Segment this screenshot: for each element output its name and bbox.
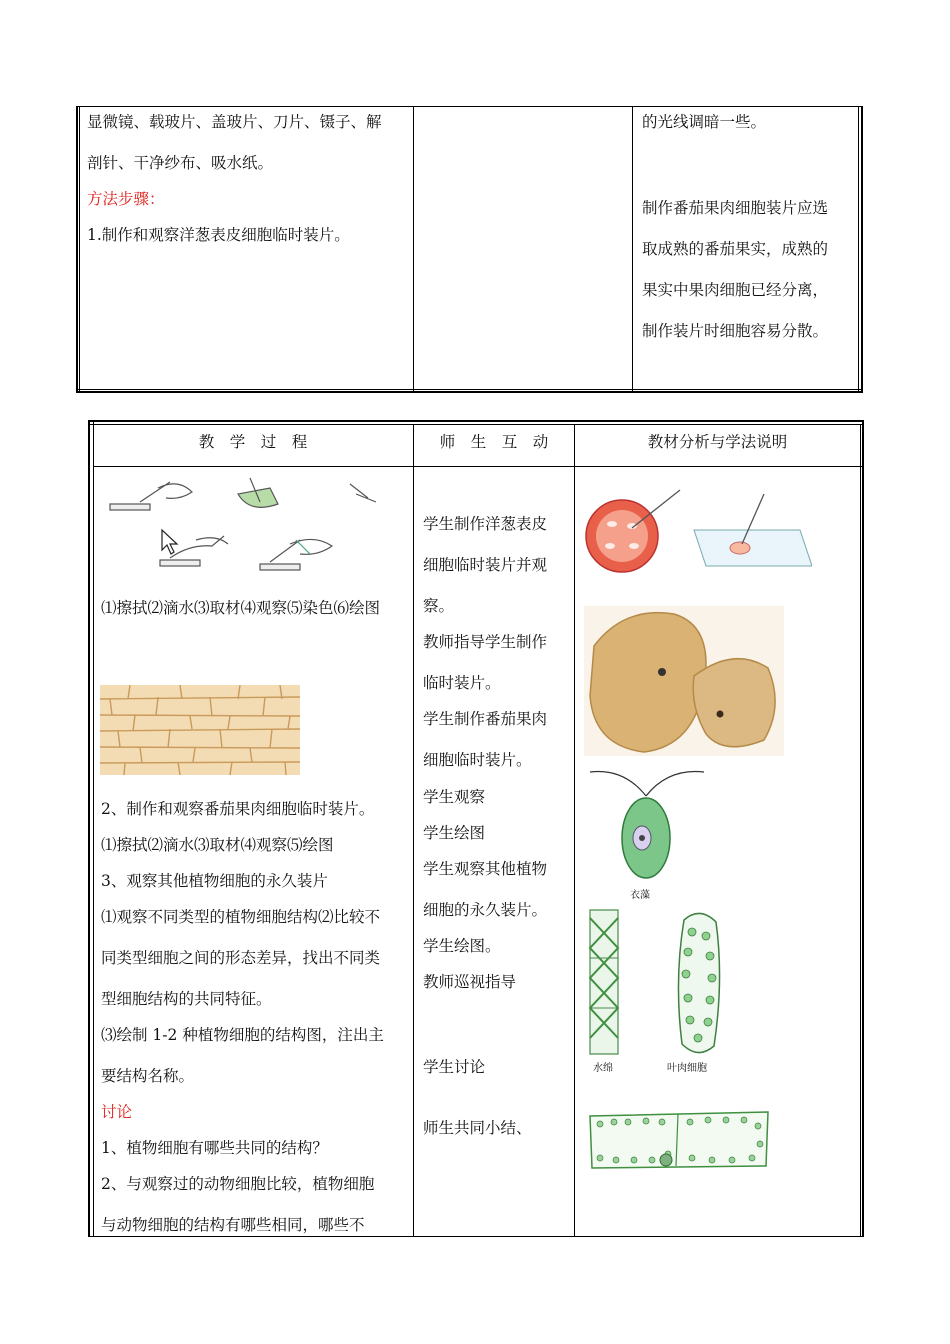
header-analysis: 教材分析与学法说明 [647,433,788,451]
interaction-line-14: 学生讨论 [423,1058,486,1076]
table1-col-divider-1 [413,106,414,391]
interaction-line-4: 教师指导学生制作 [423,633,548,651]
observation-line-3: 型细胞结构的共同特征。 [101,990,272,1008]
interaction-line-1: 学生制作洋葱表皮 [423,515,548,533]
table2-col-divider-1 [413,424,414,1237]
observation-line-1: ⑴观察不同类型的植物细胞结构⑵比较不 [101,908,381,926]
chlamydomonas-illustration [584,758,708,888]
plant-cell-structure-illustration [586,1104,772,1174]
table1-bottom-double-border [76,389,863,390]
tomato-slide-illustration [582,484,812,584]
table1-right-inner-border [858,106,859,391]
header-teaching-process: 教 学 过 程 [198,433,308,451]
interaction-line-6: 学生制作番茄果肉 [423,710,548,728]
interaction-line-13: 教师巡视指导 [423,973,517,991]
materials-line-2: 剖针、干净纱布、吸水纸。 [87,154,274,172]
step-1-title: 1.制作和观察洋葱表皮细胞临时装片。 [87,226,350,244]
interaction-line-8: 学生观察 [423,788,486,806]
table2-top-inner-border [88,424,864,425]
tomato-pulp-cells-micrograph [584,606,784,756]
interaction-line-7: 细胞临时装片。 [423,751,532,769]
onion-epidermis-micrograph [100,685,300,775]
interaction-line-12: 学生绘图。 [423,937,501,955]
label-chlamydomonas: 衣藻 [630,890,650,901]
discussion-heading: 讨论 [101,1103,133,1121]
interaction-line-15: 师生共同小结、 [423,1119,532,1137]
spirogyra-illustration [586,908,622,1056]
note-line-5: 制作装片时细胞容易分散。 [642,322,829,340]
observation-line-4: ⑶绘制 1-2 种植物细胞的结构图，注出主 [101,1026,384,1044]
interaction-line-5: 临时装片。 [423,674,501,692]
onion-steps: ⑴擦拭⑵滴水⑶取材⑷观察⑸染色⑹绘图 [101,599,381,617]
note-line-3: 取成熟的番茄果实，成熟的 [642,240,829,258]
label-vessel: 水绵 [593,1063,613,1074]
discussion-question-1: 1、植物细胞有哪些共同的结构？ [101,1139,328,1157]
discussion-question-2-line-1: 2、与观察过的动物细胞比较，植物细胞 [101,1175,375,1193]
table1-col-divider-2 [632,106,633,391]
note-line-4: 果实中果肉细胞已经分离， [642,281,829,299]
cursor-arrow-icon [162,530,177,554]
materials-line-1: 显微镜、载玻片、盖玻片、刀片、镊子、解 [87,113,382,131]
note-line-2: 制作番茄果肉细胞装片应选 [642,199,829,217]
step-3-title: 3、观察其他植物细胞的永久装片 [101,872,328,890]
mesophyll-cell-illustration [670,910,726,1058]
table2-right-inner-border [860,424,861,1237]
label-mesophyll: 叶肉细胞 [667,1063,707,1074]
interaction-line-3: 察。 [423,597,455,615]
note-line-1: 的光线调暗一些。 [642,113,767,131]
observation-line-2: 同类型细胞之间的形态差异，找出不同类 [101,949,381,967]
slide-preparation-illustration [100,474,400,586]
interaction-line-2: 细胞临时装片并观 [423,556,548,574]
table2-left-inner-border [93,420,94,1237]
interaction-line-11: 细胞的永久装片。 [423,901,548,919]
tomato-steps: ⑴擦拭⑵滴水⑶取材⑷观察⑸绘图 [101,836,334,854]
method-steps-heading: 方法步骤： [87,190,165,208]
observation-line-5: 要结构名称。 [101,1067,195,1085]
interaction-line-10: 学生观察其他植物 [423,860,548,878]
table2-col-divider-2 [574,424,575,1237]
table2-header-divider [93,466,863,467]
interaction-line-9: 学生绘图 [423,824,486,842]
table1-left-double-border [79,106,80,393]
header-interaction: 师 生 互 动 [439,433,549,451]
step-2-title: 2、制作和观察番茄果肉细胞临时装片。 [101,800,375,818]
discussion-question-2-line-2: 与动物细胞的结构有哪些相同，哪些不 [101,1216,365,1234]
